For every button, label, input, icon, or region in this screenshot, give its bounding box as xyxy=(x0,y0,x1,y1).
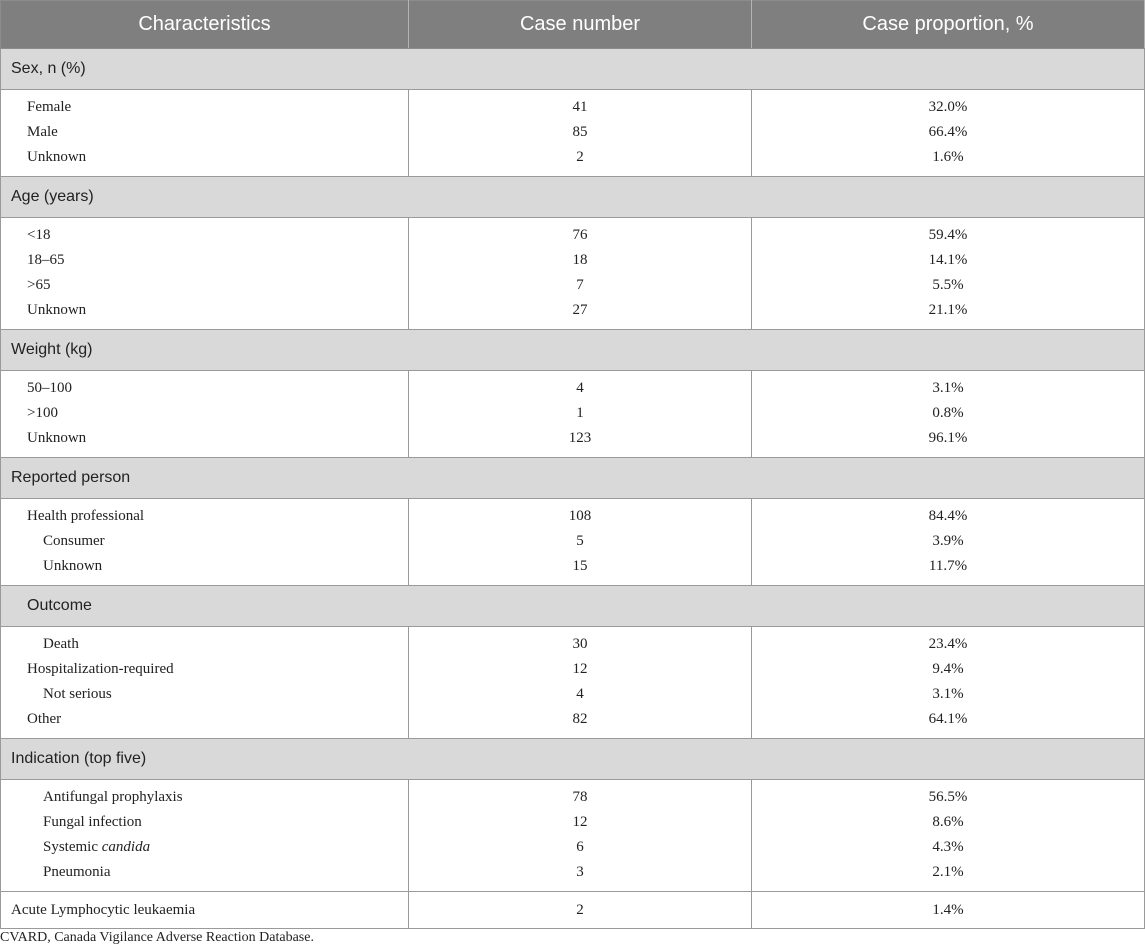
row-case-number: 41 xyxy=(409,90,752,121)
row-label-text: Health professional xyxy=(27,508,145,524)
section-title: Reported person xyxy=(1,458,1145,499)
row-case-proportion: 64.1% xyxy=(752,707,1145,739)
row-case-number: 5 xyxy=(409,529,752,554)
row-label-text: Death xyxy=(43,636,79,652)
row-label: Acute Lymphocytic leukaemia xyxy=(1,892,409,929)
row-label xyxy=(1,401,409,426)
row-case-number: 4 xyxy=(409,371,752,402)
section-title: Age (years) xyxy=(1,177,1145,218)
row-label xyxy=(1,780,409,811)
table-row xyxy=(1,298,1145,330)
row-case-number: 2 xyxy=(409,892,752,929)
row-case-number: 4 xyxy=(409,682,752,707)
row-label xyxy=(1,657,409,682)
row-label-text: Pneumonia xyxy=(43,864,111,880)
row-label xyxy=(1,218,409,249)
row-case-proportion: 23.4% xyxy=(752,627,1145,658)
table-row xyxy=(1,554,1145,586)
row-case-number: 18 xyxy=(409,248,752,273)
row-case-number: 27 xyxy=(409,298,752,330)
row-label-text: >100 xyxy=(27,405,58,421)
row-label-text: Hospitalization-required xyxy=(27,661,174,677)
row-case-proportion: 3.1% xyxy=(752,371,1145,402)
row-case-number: 30 xyxy=(409,627,752,658)
row-case-proportion: 3.1% xyxy=(752,682,1145,707)
table-row xyxy=(1,273,1145,298)
row-case-proportion: 5.5% xyxy=(752,273,1145,298)
row-case-number: 12 xyxy=(409,810,752,835)
row-case-proportion: 2.1% xyxy=(752,860,1145,892)
row-label xyxy=(1,248,409,273)
header-characteristics: Characteristics xyxy=(1,1,409,49)
row-label-text: Systemic xyxy=(43,839,102,855)
table-row xyxy=(1,682,1145,707)
row-label-italic: candida xyxy=(101,839,151,855)
row-case-proportion: 11.7% xyxy=(752,554,1145,586)
row-label xyxy=(1,298,409,330)
row-case-proportion: 59.4% xyxy=(752,218,1145,249)
row-case-number: 15 xyxy=(409,554,752,586)
row-label xyxy=(1,371,409,402)
row-label-text: Unknown xyxy=(27,302,87,318)
table-row xyxy=(1,90,1145,121)
row-label-text: Unknown xyxy=(27,149,87,165)
row-case-number: 123 xyxy=(409,426,752,458)
table-row xyxy=(1,248,1145,273)
row-case-proportion: 84.4% xyxy=(752,499,1145,530)
row-label xyxy=(1,682,409,707)
section-header-row xyxy=(1,586,1145,627)
section-header-row xyxy=(1,49,1145,90)
section-title: Indication (top five) xyxy=(1,739,1145,780)
row-label xyxy=(1,860,409,892)
table-row xyxy=(1,499,1145,530)
table-row xyxy=(1,657,1145,682)
row-label-text: Other xyxy=(27,711,62,727)
row-label xyxy=(1,835,409,860)
section-title: Outcome xyxy=(1,586,1145,627)
row-label-text: <18 xyxy=(27,227,51,243)
row-label-text: Male xyxy=(27,124,58,140)
row-label xyxy=(1,529,409,554)
row-case-proportion: 1.4% xyxy=(752,892,1145,929)
table-row xyxy=(1,860,1145,892)
header-case-proportion: Case proportion, % xyxy=(752,1,1145,49)
row-label-text: Consumer xyxy=(43,533,105,549)
row-case-number: 1 xyxy=(409,401,752,426)
table-row xyxy=(1,627,1145,658)
row-case-number: 108 xyxy=(409,499,752,530)
table-footnote: CVARD, Canada Vigilance Adverse Reaction Database. xyxy=(0,930,314,945)
row-case-number: 76 xyxy=(409,218,752,249)
section-header-row xyxy=(1,177,1145,218)
row-case-proportion: 3.9% xyxy=(752,529,1145,554)
row-case-number: 78 xyxy=(409,780,752,811)
table-row xyxy=(1,426,1145,458)
row-label xyxy=(1,707,409,739)
row-label-text: Fungal infection xyxy=(43,814,142,830)
table-row xyxy=(1,218,1145,249)
row-label xyxy=(1,426,409,458)
header-case-number: Case number xyxy=(409,1,752,49)
row-case-proportion: 32.0% xyxy=(752,90,1145,121)
row-label-text: Antifungal prophylaxis xyxy=(43,789,183,805)
row-label xyxy=(1,273,409,298)
row-label xyxy=(1,120,409,145)
table-row-final xyxy=(1,892,1145,929)
row-case-proportion: 1.6% xyxy=(752,145,1145,177)
row-case-number: 85 xyxy=(409,120,752,145)
row-case-proportion: 0.8% xyxy=(752,401,1145,426)
row-label-text: Not serious xyxy=(43,686,112,702)
row-label-text: Unknown xyxy=(43,558,103,574)
row-label xyxy=(1,499,409,530)
row-case-proportion: 4.3% xyxy=(752,835,1145,860)
table-row xyxy=(1,145,1145,177)
row-label-text: 18–65 xyxy=(27,252,65,268)
row-label xyxy=(1,627,409,658)
section-header-row xyxy=(1,739,1145,780)
table-row xyxy=(1,835,1145,860)
row-label xyxy=(1,554,409,586)
row-case-number: 3 xyxy=(409,860,752,892)
row-case-proportion: 14.1% xyxy=(752,248,1145,273)
row-label xyxy=(1,810,409,835)
table-row xyxy=(1,529,1145,554)
section-header-row xyxy=(1,330,1145,371)
row-label-text: Female xyxy=(27,99,72,115)
row-case-number: 7 xyxy=(409,273,752,298)
row-label xyxy=(1,145,409,177)
header-row xyxy=(1,1,1145,49)
row-label xyxy=(1,90,409,121)
row-case-proportion: 96.1% xyxy=(752,426,1145,458)
row-case-number: 2 xyxy=(409,145,752,177)
table-row xyxy=(1,371,1145,402)
section-title: Weight (kg) xyxy=(1,330,1145,371)
table-row xyxy=(1,810,1145,835)
row-case-proportion: 8.6% xyxy=(752,810,1145,835)
table-row xyxy=(1,780,1145,811)
section-header-row xyxy=(1,458,1145,499)
row-case-number: 12 xyxy=(409,657,752,682)
table-row xyxy=(1,707,1145,739)
row-label-text: 50–100 xyxy=(27,380,72,396)
row-case-number: 6 xyxy=(409,835,752,860)
row-label-text: >65 xyxy=(27,277,51,293)
section-title: Sex, n (%) xyxy=(1,49,1145,90)
row-case-proportion: 9.4% xyxy=(752,657,1145,682)
row-case-number: 82 xyxy=(409,707,752,739)
row-case-proportion: 56.5% xyxy=(752,780,1145,811)
row-label-text: Unknown xyxy=(27,430,87,446)
row-case-proportion: 66.4% xyxy=(752,120,1145,145)
table-row xyxy=(1,401,1145,426)
row-case-proportion: 21.1% xyxy=(752,298,1145,330)
table-row xyxy=(1,120,1145,145)
